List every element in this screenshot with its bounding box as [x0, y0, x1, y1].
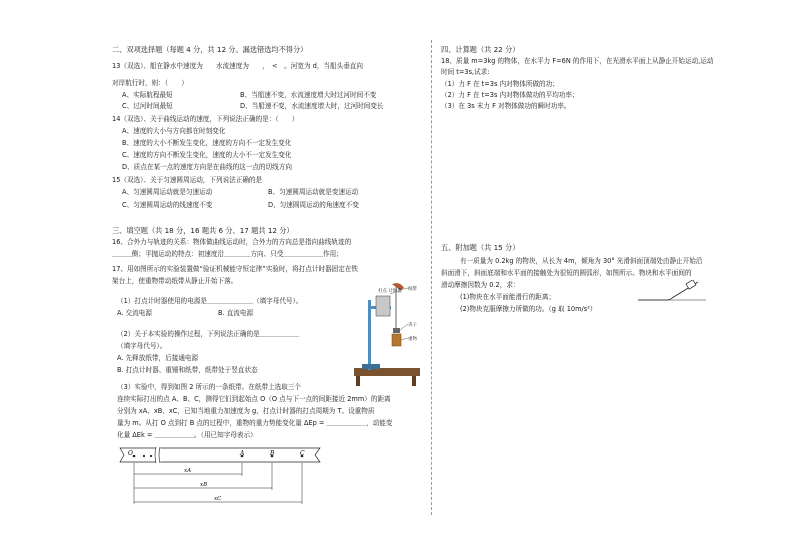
incline-figure	[636, 280, 708, 304]
timer-label: 打点 计时器	[378, 289, 402, 294]
q14-option-c: C、速度的方向不断发生变化，速度的大小不一定发生变化	[122, 151, 292, 159]
q17-line1: 17、用如图所示的实验装置做“验证机械能守恒定律”实验时，将打点计时器固定在铁	[112, 265, 359, 273]
section3-heading: 三、填空题（共 18 分，16 题共 6 分、17 题共 12 分）	[112, 226, 294, 235]
q17-part2-stem-line2: （填字母代号）。	[117, 342, 167, 350]
q17-part3-line3: 分别为 xA、xB、xC，已知当地重力加速度为 g，打点计时器的打点周期为 T。设重物质	[117, 407, 375, 415]
q16-line1: 16、合外力与轨迹的关系：物体做曲线运动时，合外力的方向总是指向曲线轨迹的	[112, 238, 352, 246]
q13-stem-line2: 对岸航行时，则：（ ）	[112, 79, 188, 87]
q14-stem: 14（双选）、关于曲线运动的速度，下列说法正确的是：（ ）	[112, 115, 299, 123]
q13-option-c: C、过河时间最短	[122, 102, 173, 110]
q14-option-d: D、质点在某一点的速度方向是在曲线的这一点的切线方向	[122, 163, 292, 171]
q15-option-a: A、匀速圆周运动就是匀速运动	[122, 188, 213, 196]
xb-label: xB	[200, 482, 208, 488]
section5-heading: 五、附加题（共 15 分）	[441, 243, 520, 252]
q-extra-part1: (1)物块在水平面能滑行的距离；	[460, 293, 556, 301]
weight-icon	[392, 334, 401, 346]
q17-part3-line2: 连续实际打出的点 A、B、C，测得它们到起始点 O（O 点与下一点的间距接近 2mm）的距离	[117, 395, 391, 403]
tape-strip	[120, 448, 320, 462]
q17-line2: 架台上，使重物带动纸带从静止开始下落。	[112, 277, 238, 285]
q17-part1-stem: （1）打点计时器使用的电源是＿＿＿＿＿＿＿（填字母代号）。	[117, 297, 303, 305]
q17-part3-line5: 化量 ΔEk = ＿＿＿＿＿＿。（用已知字母表示）	[117, 431, 257, 439]
q16-line2: ＿＿＿侧；平抛运动的特点：初速度沿＿＿＿＿方向、只受＿＿＿＿＿＿作用；	[112, 250, 343, 258]
q14-option-a: A、速度的大小与方向都在时刻变化	[122, 127, 226, 135]
xc-label: xC	[214, 496, 222, 502]
q17-part3-line1: （3）实验中，得到如图 2 所示的一条纸带。在纸带上选取三个	[117, 383, 302, 391]
q18-line1: 18、质量 m=3kg 的物体，在水平力 F=6N 的作用下，在光滑水平面上从静止开始运动,运动	[441, 57, 714, 65]
q13-option-d: D、当船速不变，水流速度增大时，过河时间变长	[240, 102, 384, 110]
q15-option-c: C、匀速圆周运动的线速度不变	[122, 201, 213, 209]
point-o-label: O	[128, 450, 133, 457]
q17-part2-option-b: B. 打点计时器、重锤和纸带，纸带处于竖直状态	[117, 366, 258, 374]
q-extra-part2: (2)物块克服摩擦力所做的功。（g 取 10m/s²）	[460, 305, 597, 313]
q15-stem: 15（双选）、关于匀速圆周运动，下列说法正确的是	[112, 176, 263, 184]
q18-line2: 时间 t=3s,试求:	[441, 68, 490, 76]
q17-part1-option-b: B. 直流电源	[218, 309, 254, 317]
point-a-label: A	[240, 450, 245, 457]
block-icon	[686, 280, 696, 289]
q17-part3-line4: 量为 m。从打 O 点到打 B 点的过程中，重物的重力势能变化量 ΔEp = ＿＿＿＿＿＿，动能变	[117, 419, 393, 427]
q13-option-b: B、当船速不变，水流速度增大时过河时间不变	[240, 91, 377, 99]
point-b-label: B	[270, 450, 275, 457]
q17-part2-option-a: A. 先释放纸带，后接通电源	[117, 354, 199, 362]
apparatus-figure	[352, 282, 422, 388]
q17-part2-stem-line1: （2）关于本实验的操作过程，下列说法正确的是＿＿＿＿＿＿	[117, 330, 300, 338]
tape-dot-o	[133, 455, 136, 458]
weight-label: 重物	[408, 337, 417, 342]
q18-part1: （1）力 F 在 t=3s 内对物体所做的功；	[441, 80, 559, 88]
q17-part1-option-a: A. 交流电源	[117, 309, 152, 317]
q18-part2: （2）力 F 在 t=3s 内对物体做功的平均功率；	[441, 91, 579, 99]
q13-stem-line1: 13（双选）、船在静水中速度为 水流速度为 ， < 。河宽为 d，当船头垂直向	[112, 62, 363, 70]
q15-option-d: D、匀速圆周运动的角速度不变	[268, 201, 359, 209]
column-divider	[431, 40, 432, 515]
q-extra-line2: 斜面滑下，斜面底端和水平面的接触处为很短的圆弧形，如图所示。物块和水平面间的	[441, 269, 692, 277]
q-extra-line1: 有一质量为 0.2kg 的物块，从长为 4m，倾角为 30° 光滑斜面顶端处由静止开始沿	[460, 257, 703, 265]
tape-label: 纸带	[408, 287, 417, 292]
point-c-label: C	[300, 450, 305, 457]
section2-heading: 二、双项选择题（每题 4 分，共 12 分。漏选错选均不得分）	[112, 45, 308, 54]
q15-option-b: B、匀速圆周运动就是变速运动	[268, 188, 359, 196]
section4-heading: 四、计算题（共 22 分）	[441, 45, 520, 54]
stand-rod	[368, 300, 371, 370]
xa-label: xA	[184, 468, 192, 474]
q18-part3: （3）在 3s 末力 F 对物体做功的瞬时功率。	[441, 102, 571, 110]
base-board	[354, 368, 420, 376]
q13-option-a: A、实际航程最短	[122, 91, 173, 99]
q14-option-b: B、速度的大小不断发生变化，速度的方向不一定发生变化	[122, 139, 292, 147]
clip-label: 夹子	[408, 323, 417, 328]
q-extra-line3: 滑动摩擦因数为 0.2，求：	[441, 281, 520, 289]
paper-tape-figure	[118, 446, 322, 508]
timer-block	[376, 296, 390, 316]
